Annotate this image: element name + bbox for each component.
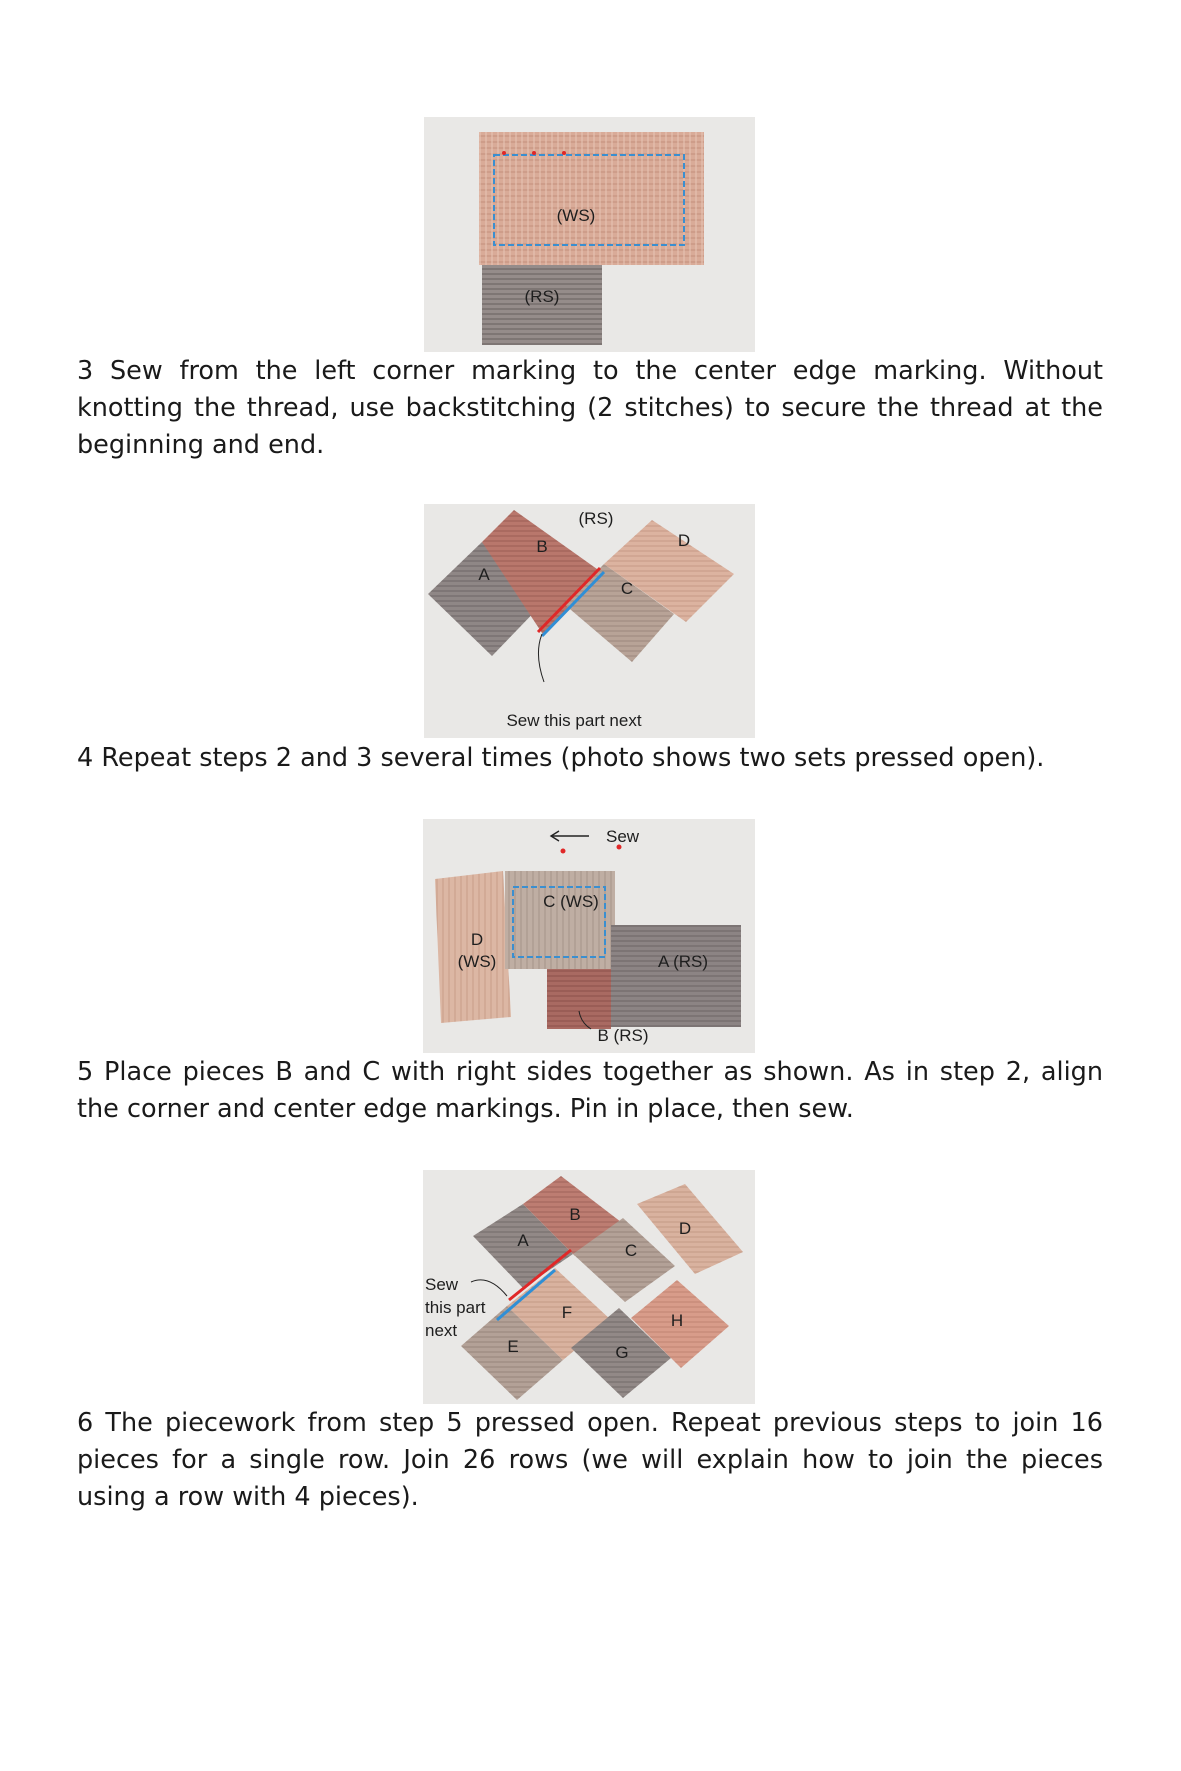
- fabric-piece-a-rs: [611, 925, 741, 1027]
- label-sew: Sew: [606, 827, 640, 846]
- fabric-photo-step-3: [424, 117, 755, 352]
- label-b: B: [536, 537, 548, 556]
- label-rs: (RS): [578, 509, 614, 528]
- step-4-text: 4 Repeat steps 2 and 3 several times (photo shows two sets pressed open).: [77, 743, 1045, 773]
- label-d: D: [678, 1219, 692, 1238]
- label-c-ws: C (WS): [543, 892, 599, 911]
- label-sew-next: Sew this part next: [506, 711, 642, 730]
- label-sew-line3: next: [425, 1321, 458, 1340]
- label-sew-line2: this part: [425, 1298, 486, 1317]
- label-a: A: [478, 565, 490, 584]
- step-3-text: 3 Sew from the left corner marking to the center edge marking. Without knotting the thread, use backstitching (2 stitches) to secure the thread at the beginning and end.: [77, 356, 1103, 460]
- figure-step-4: [424, 504, 755, 738]
- label-h: H: [670, 1311, 684, 1330]
- figure-step-5: [423, 819, 755, 1053]
- label-rs: (RS): [524, 287, 560, 306]
- figure-step-6: [423, 1170, 755, 1404]
- label-c: C: [624, 1241, 638, 1260]
- label-d: D: [677, 531, 691, 550]
- figure-step-3: [424, 117, 755, 352]
- label-f: F: [561, 1303, 573, 1322]
- fabric-photo-step-6: [423, 1170, 755, 1404]
- label-d: D: [470, 930, 484, 949]
- label-a: A: [517, 1231, 529, 1250]
- step-5-text: 5 Place pieces B and C with right sides together as shown. As in step 2, align the corner and center edge markings. Pin in place, then sew.: [77, 1057, 1103, 1124]
- label-b: B: [569, 1205, 581, 1224]
- label-sew-line1: Sew: [425, 1275, 459, 1294]
- label-ws: (WS): [556, 206, 596, 225]
- label-g: G: [615, 1343, 629, 1362]
- label-ws: (WS): [457, 952, 497, 971]
- step-6-text: 6 The piecework from step 5 pressed open. Repeat previous steps to join 16 pieces for a single row. Join 26 rows (we will explain how to join the pieces using a row with 4 pieces).: [77, 1408, 1103, 1512]
- label-a-rs: A (RS): [657, 952, 709, 971]
- fabric-piece-b-rs: [547, 969, 611, 1029]
- fabric-piece-c-ws: [505, 871, 615, 969]
- label-b-rs: B (RS): [597, 1026, 649, 1045]
- fabric-photo-step-4: [424, 504, 755, 738]
- label-e: E: [507, 1337, 519, 1356]
- fabric-photo-step-5: [423, 819, 755, 1053]
- label-c: C: [620, 579, 634, 598]
